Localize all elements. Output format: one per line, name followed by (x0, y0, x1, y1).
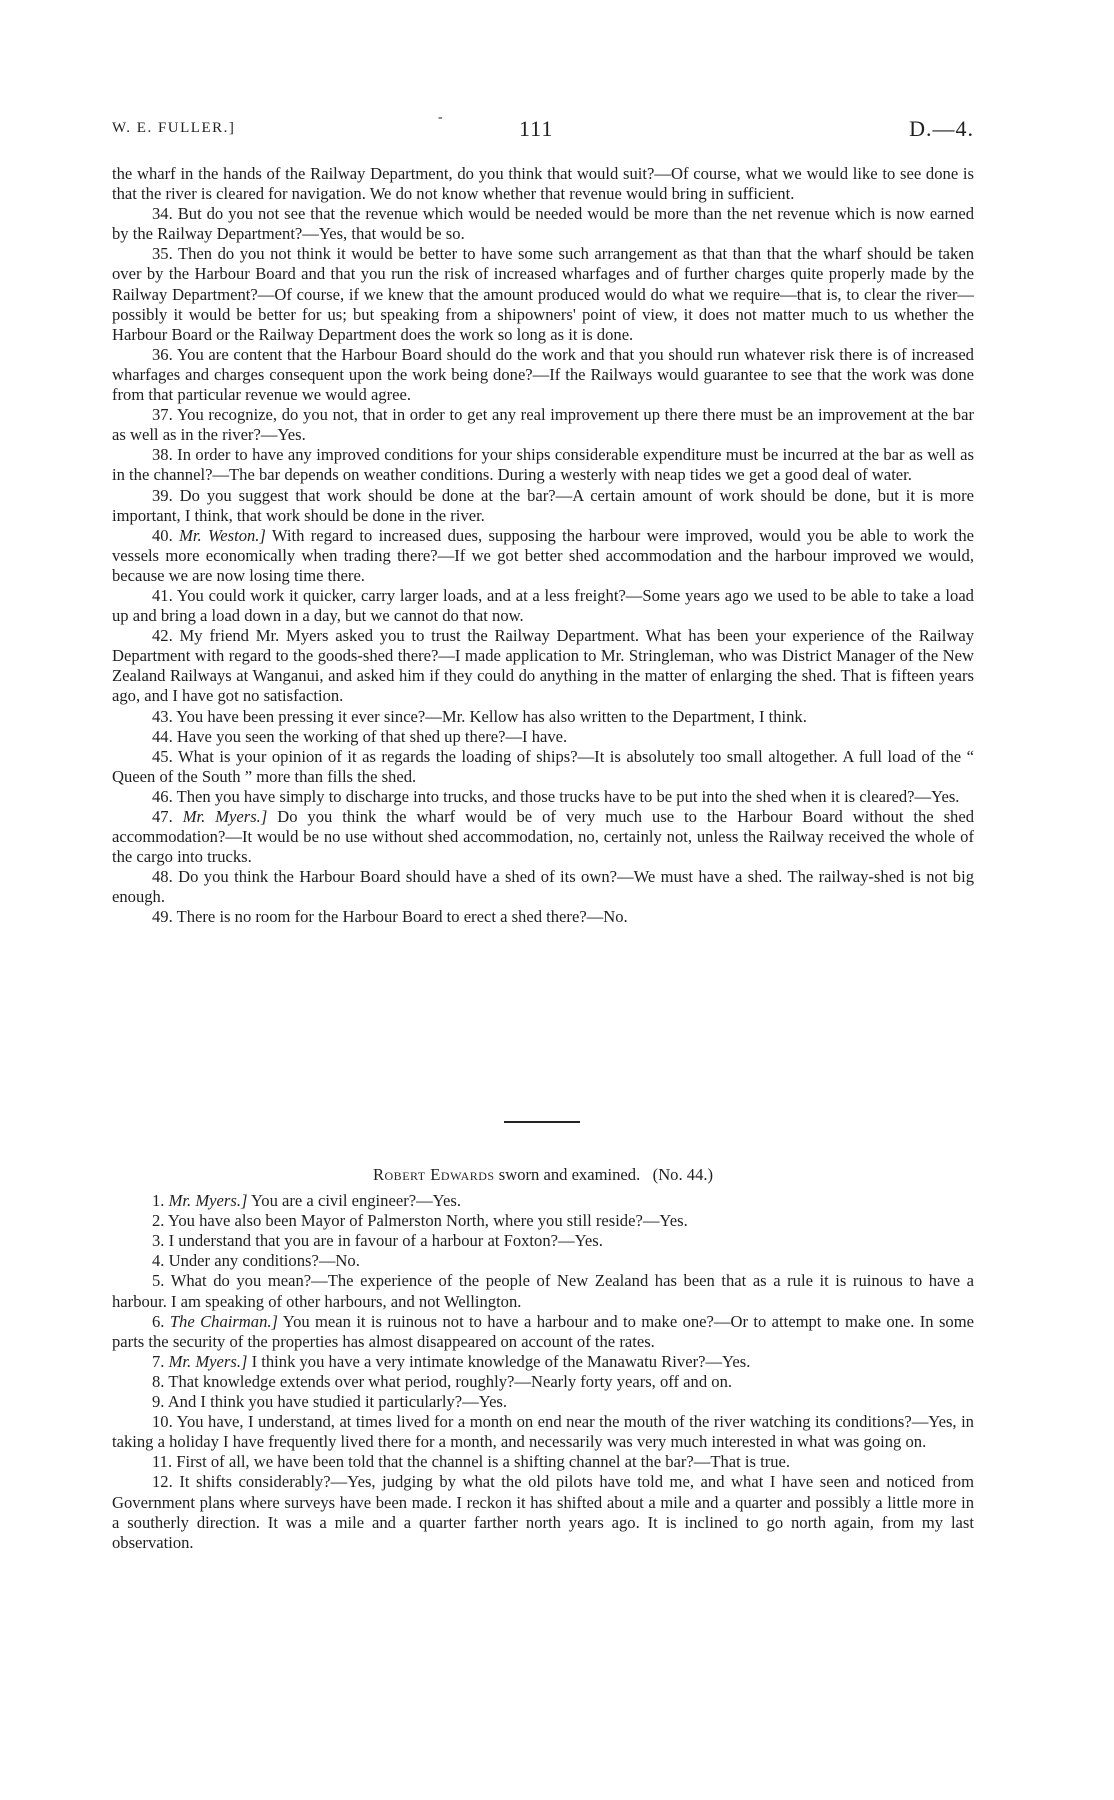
paragraph-text: You mean it is ruinous not to have a harbour and to make one?—Or to attempt to make one. In some parts the security of the properties has almost disappeared on account of the rates. (112, 1311, 974, 1351)
question-paragraph (112, 345, 974, 405)
paragraph-text: What is your opinion of it as regards the loading of ships?—It is absolutely too small altogether. A full load of the “ Queen of the South ” more than fills the shed. (112, 746, 974, 786)
header-witness-name: W. E. FULLER.] (112, 120, 236, 136)
question-number: 9. (152, 1392, 165, 1412)
question-number: 42. (152, 626, 173, 646)
header-mark: - (438, 110, 443, 125)
paragraph-text: What do you mean?—The experience of the people of New Zealand has been that as a rule it is ruinous to have a harbour. I am speaking of other harbours, and not Wellington. (112, 1271, 974, 1311)
question-paragraph (112, 405, 974, 445)
question-paragraph (112, 907, 974, 927)
paragraph-text: Do you suggest that work should be done at the bar?—A certain amount of work should be done, but it is more important, I think, that work should be done in the river. (112, 485, 974, 525)
paragraph-text: Do you think the Harbour Board should have a shed of its own?—We must have a shed. The railway-shed is not big enough. (112, 867, 974, 907)
question-paragraph (112, 1372, 974, 1392)
question-number: 41. (152, 585, 173, 605)
question-paragraph (112, 1392, 974, 1412)
question-number: 40. (152, 525, 173, 545)
question-number: 39. (152, 485, 173, 505)
question-number: 46. (152, 786, 173, 806)
paragraph-text: Have you seen the working of that shed up there?—I have. (176, 726, 568, 746)
paragraph-text: You are a civil engineer?—Yes. (250, 1191, 461, 1211)
question-paragraph (112, 727, 974, 747)
witness-name: Robert Edwards (372, 1165, 495, 1184)
question-paragraph (112, 1452, 974, 1472)
page-number: 111 (519, 116, 554, 141)
question-paragraph (112, 1271, 974, 1311)
question-paragraph (112, 445, 974, 485)
evidence-text-block (112, 164, 974, 928)
section-evidence-block (112, 1191, 974, 1553)
paragraph-text: Then you have simply to discharge into trucks, and those trucks have to be put into the shed when it is cleared?—Yes. (176, 786, 960, 806)
witness-section (112, 1165, 974, 1553)
question-paragraph (112, 1231, 974, 1251)
question-paragraph (112, 244, 974, 344)
paragraph-text: You are content that the Harbour Board should do the work and that you should run whatever risk there is of increased wharfages and charges consequent upon the work being done?—If the Railways would guarantee to see that the work was done from that particular revenue we would agree. (112, 344, 974, 405)
question-paragraph (112, 807, 974, 867)
page-header (112, 110, 974, 146)
section-title (112, 1165, 974, 1185)
question-paragraph (112, 486, 974, 526)
question-paragraph (112, 1251, 974, 1271)
section-title-rest: sworn and examined. (498, 1165, 641, 1184)
paragraph-text: Then do you not think it would be better to have some such arrangement as that than that the wharf should be taken over by the Harbour Board and that you run the risk of increased wharfages and of further charges quite properly made by the Railway Department?—Of course, if we knew that the amount produced would do what we require—that is, to clear the river—possibly it would be better for us; but speaking from a shipowners' point of view, it does not matter much to us whether the Harbour Board or the Railway Department does the work so long as it is done. (112, 244, 975, 344)
paragraph-text: You have been pressing it ever since?—Mr. Kellow has also written to the Department, I think. (176, 706, 807, 726)
paragraph-text: Under any conditions?—No. (168, 1251, 360, 1271)
speaker-name: The Chairman.] (169, 1311, 278, 1331)
question-number: 34. (152, 204, 173, 224)
question-number: 7. (152, 1351, 165, 1371)
question-paragraph (112, 1412, 974, 1452)
question-number: 47. (152, 807, 173, 826)
speaker-name: Mr. Weston.] (179, 525, 266, 545)
question-paragraph (112, 1191, 974, 1211)
document-reference: D.—4. (909, 116, 974, 141)
section-divider (504, 1121, 580, 1123)
paragraph-text: But do you not see that the revenue which would be needed would be more than the net revenue which is now earned by the Railway Department?—Yes, that would be so. (112, 204, 974, 244)
question-number: 3. (152, 1231, 165, 1251)
question-paragraph (112, 626, 974, 706)
question-number: 1. (152, 1191, 165, 1211)
question-number: 36. (152, 344, 173, 364)
question-number: 5. (152, 1271, 165, 1291)
paragraph-text: You could work it quicker, carry larger loads, and at a less freight?—Some years ago we used to be able to take a load up and bring a load down in a day, but we cannot do that now. (112, 585, 974, 626)
paragraph-text: There is no room for the Harbour Board to erect a shed there?—No. (176, 907, 628, 927)
question-paragraph (112, 164, 974, 204)
question-paragraph (112, 526, 974, 586)
question-paragraph (112, 1211, 974, 1231)
question-paragraph (112, 204, 974, 244)
speaker-name: Mr. Myers.] (168, 1191, 248, 1211)
question-paragraph (112, 586, 974, 626)
question-number: 12. (152, 1472, 173, 1492)
question-number: 35. (152, 244, 173, 264)
question-paragraph (112, 1472, 974, 1552)
paragraph-text: With regard to increased dues, supposing the harbour were improved, would you be able to work the vessels more economically when trading there?—If we got better shed accommodation and the harbour improved we would, because we are now losing time there. (112, 525, 974, 585)
speaker-name: Mr. Myers.] (182, 807, 268, 826)
question-number: 6. (152, 1311, 165, 1331)
question-number: 45. (152, 746, 173, 766)
question-paragraph (112, 787, 974, 807)
question-number: 49. (152, 907, 173, 927)
paragraph-text: And I think you have studied it particularly?—Yes. (167, 1392, 508, 1412)
question-number: 44. (152, 726, 173, 746)
question-number: 8. (152, 1371, 165, 1391)
question-number: 48. (152, 867, 173, 887)
speaker-name: Mr. Myers.] (168, 1351, 248, 1371)
question-number: 43. (152, 706, 173, 726)
question-paragraph (112, 867, 974, 907)
paragraph-text: You have, I understand, at times lived for a month on end near the mouth of the river watching its conditions?—Yes, in taking a holiday I have frequently lived there for a month, and necessarily was very much interested in what was going on. (112, 1412, 974, 1452)
question-number: 10. (152, 1412, 173, 1432)
paragraph-text: You have also been Mayor of Palmerston North, where you still reside?—Yes. (168, 1211, 688, 1231)
question-paragraph (112, 707, 974, 727)
question-number: 11. (152, 1452, 173, 1472)
question-number: 38. (152, 445, 173, 465)
paragraph-text: the wharf in the hands of the Railway Department, do you think that would suit?—Of course, what we would like to see done is that the river is cleared for navigation. We do not know whether that revenue would bring in sufficient. (112, 164, 974, 204)
paragraph-text: My friend Mr. Myers asked you to trust the Railway Department. What has been your experience of the Railway Department with regard to the goods-shed there?—I made application to Mr. Stringleman, who was District Manager of the New Zealand Railways at Wanganui, and asked him if they could do anything in the matter of enlarging the shed. That is fifteen years ago, and I have got no satisfaction. (112, 626, 974, 706)
question-paragraph (112, 747, 974, 787)
paragraph-text: It shifts considerably?—Yes, judging by what the old pilots have told me, and what I have seen and noticed from Government plans where surveys have been made. I reckon it has shifted about a mile and a quarter and possibly a little more in a southerly direction. It was a mile and a quarter farther north years ago. It is inclined to go north again, from my last observation. (112, 1472, 974, 1552)
paragraph-text: Do you think the wharf would be of very much use to the Harbour Board without the shed accommodation?—It would be no use without shed accommodation, no, certainly not, unless the Railway received the whole of the cargo into trucks. (112, 807, 975, 867)
paragraph-text: You recognize, do you not, that in order to get any real improvement up there there must be an improvement at the bar as well as in the river?—Yes. (112, 405, 974, 445)
question-paragraph (112, 1312, 974, 1352)
paragraph-text: That knowledge extends over what period, roughly?—Nearly forty years, off and on. (168, 1371, 733, 1391)
paragraph-text: First of all, we have been told that the channel is a shifting channel at the bar?—That is true. (176, 1452, 791, 1472)
question-paragraph (112, 1352, 974, 1372)
question-number: 37. (152, 405, 173, 425)
question-number: 4. (152, 1251, 165, 1271)
paragraph-text: I think you have a very intimate knowledge of the Manawatu River?—Yes. (251, 1351, 751, 1371)
question-number: 2. (152, 1211, 165, 1231)
paragraph-text: In order to have any improved conditions for your ships considerable expenditure must be incurred at the bar as well as in the channel?—The bar depends on weather conditions. During a westerly with neap tides we get a good deal of water. (112, 445, 975, 485)
paragraph-text: I understand that you are in favour of a harbour at Foxton?—Yes. (168, 1231, 603, 1251)
section-number: (No. 44.) (652, 1165, 714, 1184)
